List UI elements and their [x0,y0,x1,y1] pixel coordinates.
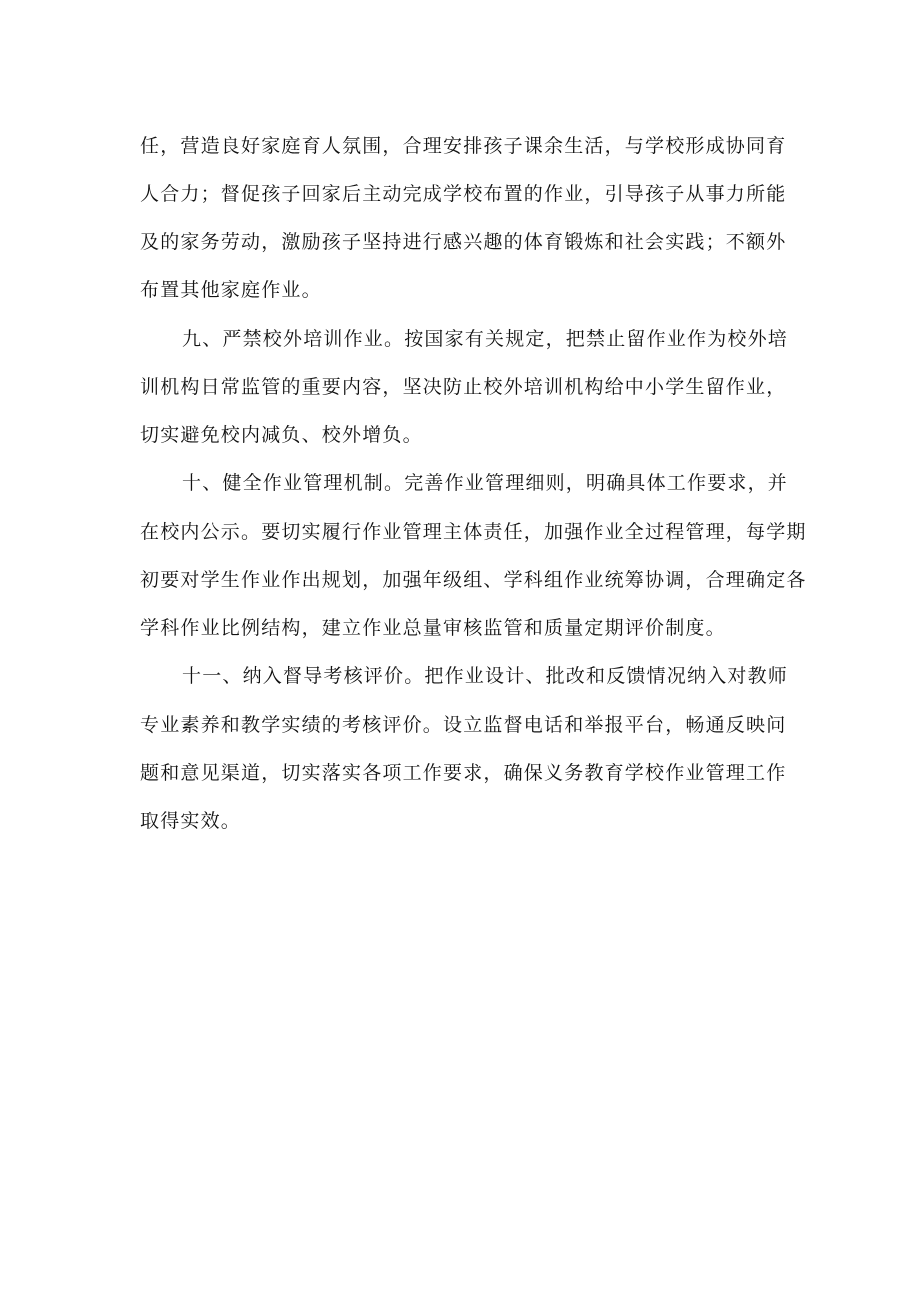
text-line: 学科作业比例结构，建立作业总量审核监管和质量定期评价制度。 [140,617,726,639]
text-line: 九、严禁校外培训作业。按国家有关规定，把禁止留作业作为校外培 [182,328,789,350]
text-line: 专业素养和教学实绩的考核评价。设立监督电话和举报平台，畅通反映问 [140,714,787,736]
text-line: 人合力；督促孩子回家后主动完成学校布置的作业，引导孩子从事力所能 [140,183,787,205]
text-line: 题和意见渠道，切实落实各项工作要求，确保义务教育学校作业管理工作 [140,762,787,784]
text-line: 十、健全作业管理机制。完善作业管理细则，明确具体工作要求，并 [182,472,789,494]
text-line: 布置其他家庭作业。 [140,279,322,301]
text-line: 十一、纳入督导考核评价。把作业设计、批改和反馈情况纳入对教师 [182,665,789,687]
text-line: 切实避免校内减负、校外增负。 [140,424,423,446]
text-line: 训机构日常监管的重要内容，坚决防止校外培训机构给中小学生留作业， [140,376,787,398]
text-line: 取得实效。 [140,810,242,832]
text-line: 初要对学生作业作出规划，加强年级组、学科组作业统筹协调，合理确定各 [140,569,807,591]
text-line: 任，营造良好家庭育人氛围，合理安排孩子课余生活，与学校形成协同育 [140,135,787,157]
text-line: 及的家务劳动，激励孩子坚持进行感兴趣的体育锻炼和社会实践；不额外 [140,231,787,253]
text-line: 在校内公示。要切实履行作业管理主体责任，加强作业全过程管理，每学期 [140,521,807,543]
